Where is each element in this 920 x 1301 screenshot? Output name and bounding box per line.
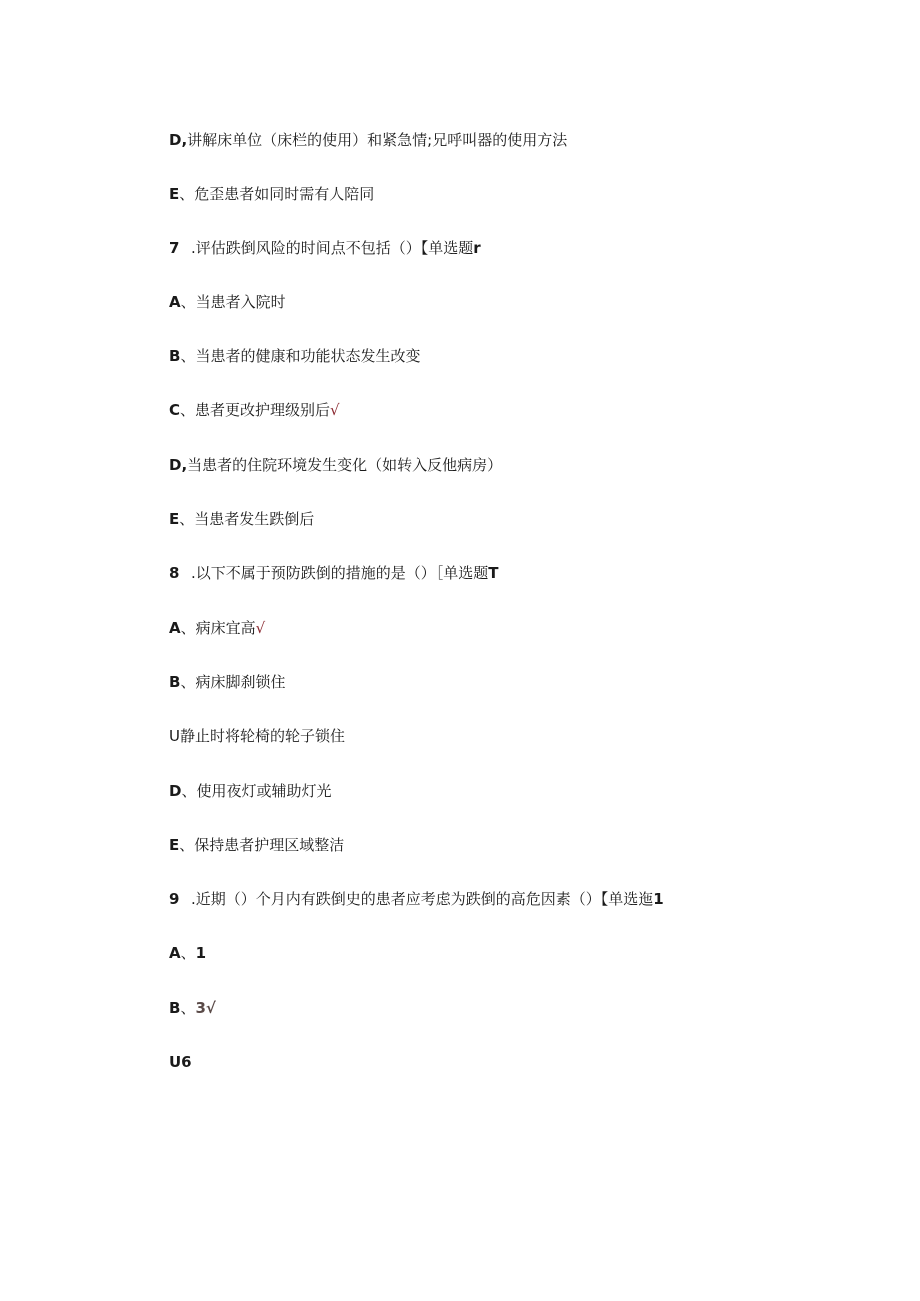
option-label: C	[169, 401, 181, 419]
correct-checkmark: √	[330, 401, 340, 419]
correct-checkmark: √	[255, 619, 266, 637]
option-label: E	[169, 185, 180, 203]
option-label: U6	[169, 1053, 192, 1071]
option-a-line	[169, 292, 286, 312]
option-text: 、当患者入院时	[180, 293, 286, 311]
question-type-tag: T	[488, 564, 499, 582]
option-text: 、患者更改护理级别后	[180, 401, 331, 419]
question-8	[169, 563, 499, 583]
option-text: 、	[180, 999, 196, 1017]
option-label: D,	[169, 456, 188, 474]
option-text: 、当患者发生跌倒后	[179, 510, 315, 528]
option-text: 、当患者的健康和功能状态发生改变	[180, 347, 421, 365]
option-text: 、病床脚刹锁住	[180, 673, 286, 691]
question-number: 9	[169, 890, 180, 908]
option-e-line	[169, 509, 314, 529]
option-label: A	[169, 944, 181, 962]
option-label: A	[169, 293, 181, 311]
option-label: A	[169, 619, 181, 637]
question-number: 8	[169, 564, 180, 582]
option-text: 、保持患者护理区域整洁	[179, 836, 345, 854]
option-c-line	[169, 726, 345, 746]
option-text: 当患者的住院环境发生变化（如转入反他病房）	[187, 456, 503, 474]
question-7	[169, 238, 481, 258]
option-label: E	[169, 836, 180, 854]
option-a-line	[169, 943, 206, 963]
option-label: D	[169, 782, 182, 800]
option-label: B	[169, 999, 181, 1017]
option-d-line	[169, 781, 331, 801]
option-b-line	[169, 672, 285, 692]
option-d-line	[169, 130, 567, 150]
option-label: D,	[169, 131, 188, 149]
option-c-line	[169, 400, 340, 420]
option-e-line	[169, 835, 344, 855]
question-number: 7	[169, 239, 180, 257]
option-b-line	[169, 346, 420, 366]
option-a-line	[169, 618, 265, 638]
option-label: B	[169, 673, 181, 691]
option-text: 、	[180, 944, 196, 962]
option-c-line	[169, 1052, 192, 1072]
option-text: 讲解床单位（床栏的使用）和紧急情;兄呼叫器的使用方法	[187, 131, 568, 149]
question-type-tag: r	[473, 239, 481, 257]
correct-answer-value: 3√	[195, 999, 216, 1017]
option-value: 1	[195, 944, 207, 962]
question-type-tag: 1	[653, 890, 664, 908]
option-text: 、危歪患者如同时需有人陪同	[179, 185, 375, 203]
question-text: .以下不属于预防跌倒的措施的是（）［单选题	[191, 564, 489, 582]
question-text: .评估跌倒风险的时间点不包括（）【单选题	[191, 239, 474, 257]
option-b-line	[169, 998, 216, 1018]
option-text: 、使用夜灯或辅助灯光	[181, 782, 332, 800]
option-text: U静止时将轮椅的轮子锁住	[169, 727, 345, 745]
option-text: 、病床宜高	[180, 619, 256, 637]
question-9	[169, 889, 664, 909]
option-label: B	[169, 347, 181, 365]
option-d-line	[169, 455, 502, 475]
option-label: E	[169, 510, 180, 528]
option-e-line	[169, 184, 374, 204]
question-text: .近期（）个月内有跌倒史的患者应考虑为跌倒的高危因素（）【单选迤	[191, 890, 654, 908]
